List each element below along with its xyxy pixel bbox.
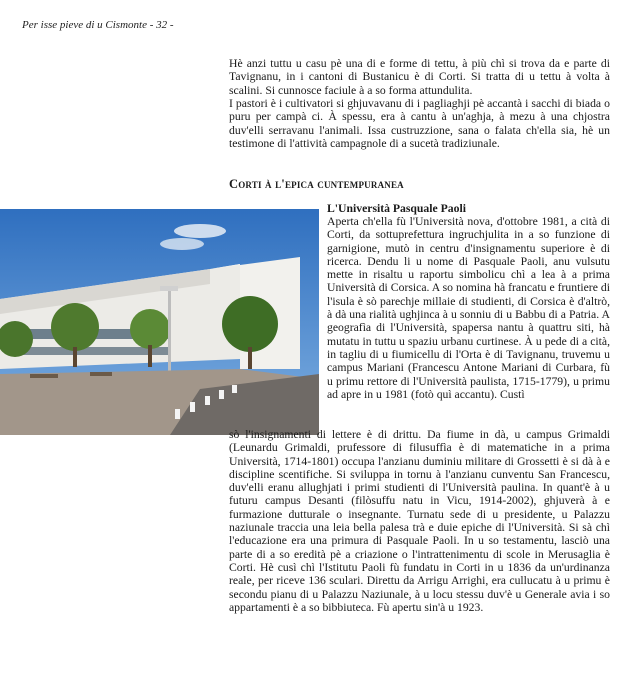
campus-photo [0, 209, 319, 435]
university-subtitle: L'Università Pasquale Paoli [327, 202, 466, 215]
running-header: Per isse pieve di u Cismonte - 32 - [22, 19, 174, 31]
university-text-full-width: sò l'insignamenti di lettere è di drittu. Da fiume in dà, u campus Grimaldi (Leunardu Grimaldi, prufessore di filusuffìa è di matematiche in a prima Università, 1714-1801) occupa l'anzianu duminiu militare di Grossetti è si dà à e discipline scentifiche. Si sviluppa in tornu à l'anzianu cunventu San Francescu, duv'elli eranu allughjati i primi studienti di l'Università paulina. In quant'è à u futuru campus Desanti (filòsuffu natu in Vicu, 1914-2002), ghjuverà à e furmazione dutturale o insegnante. Turnatu sede di u presidente, u Palazzu naziunale traccia una leia bella palesa trà e duie epiche di l'Università. Si sà chì l'educazione era una primura di Pasquale Paoli. In u so testamentu, lasciò una parte di a so eredità pè a criazione o l'intrattenimentu di scole in Merusaglia è Corti. Hè cusì chì l'Istitutu Paoli fù fundatu in Corti in u 1836 da un'urdinanza reale, per riceve 136 sculari. Direttu da Arrigu Arrighi, era cullucatu à u primu è secondu pianu di u Palazzu Naziunale, à u locu stessu duv'è u Generale avia i so appartamenti è a so bibbiuteca. Fù apertu sin'à u 1923. [229, 428, 610, 614]
section-title: Corti à l'epica cuntempuranea [229, 177, 404, 191]
university-text-beside-photo: Aperta ch'ella fù l'Università nova, d'ottobre 1981, a cità di Corti, da sottuprefettura ingruchjulita in a so funzione di garnigione, mutò in centru d'insignamentu superiore è di ricerca. Dendu li u nome di Pasquale Paoli, anu vulsutu mette in risaltu u raportu simbolicu chì a lea à a prima Università di Corsica. A so nomina hà francatu e fruntiere di l'isula è sò parechje millaie di studienti, di Corsica è d'altrò, à dà una rialità ughjinca à u sonniu di u Babbu di a Patria. A geografìa di l'Università, spapersa nantu à quattru siti, hà mutatu in tuttu u spaziu urbanu curtinese. À u pede di a cità, in tagliu di u fiumicellu di l'Orta è di Tavignanu, truvemu u campus Mariani (Francescu Antone Mariani di Curbara, fù u primu rettore di l'Università paulista, 1715-1779), u primu ad apre in u 1981 (fotò quì accantu). Custì [327, 215, 610, 401]
intro-paragraph-1: Hè anzi tuttu u casu pè una di e forme di tettu, à più chì si trova da e parte di Tavignanu, in i cantoni di Bustanicu è di Corti. Si tratta di u tettu à volta à scalini. Si cunnosce faciule à a so forma attundulita. [229, 57, 610, 97]
intro-paragraph-2: I pastori è i cultivatori si ghjuvavanu di i pagliaghji pè accantà i sacchi di biada o puru per campà ci. À spessu, era à cantu à un'aghja, à mezu à una chjostra duv'elli serravanu l'animali. Issa custruzzione, sana o falata ch'ella sia, hè un testimone di l'attività campagnole di a sucetà tradiziunale. [229, 97, 610, 150]
